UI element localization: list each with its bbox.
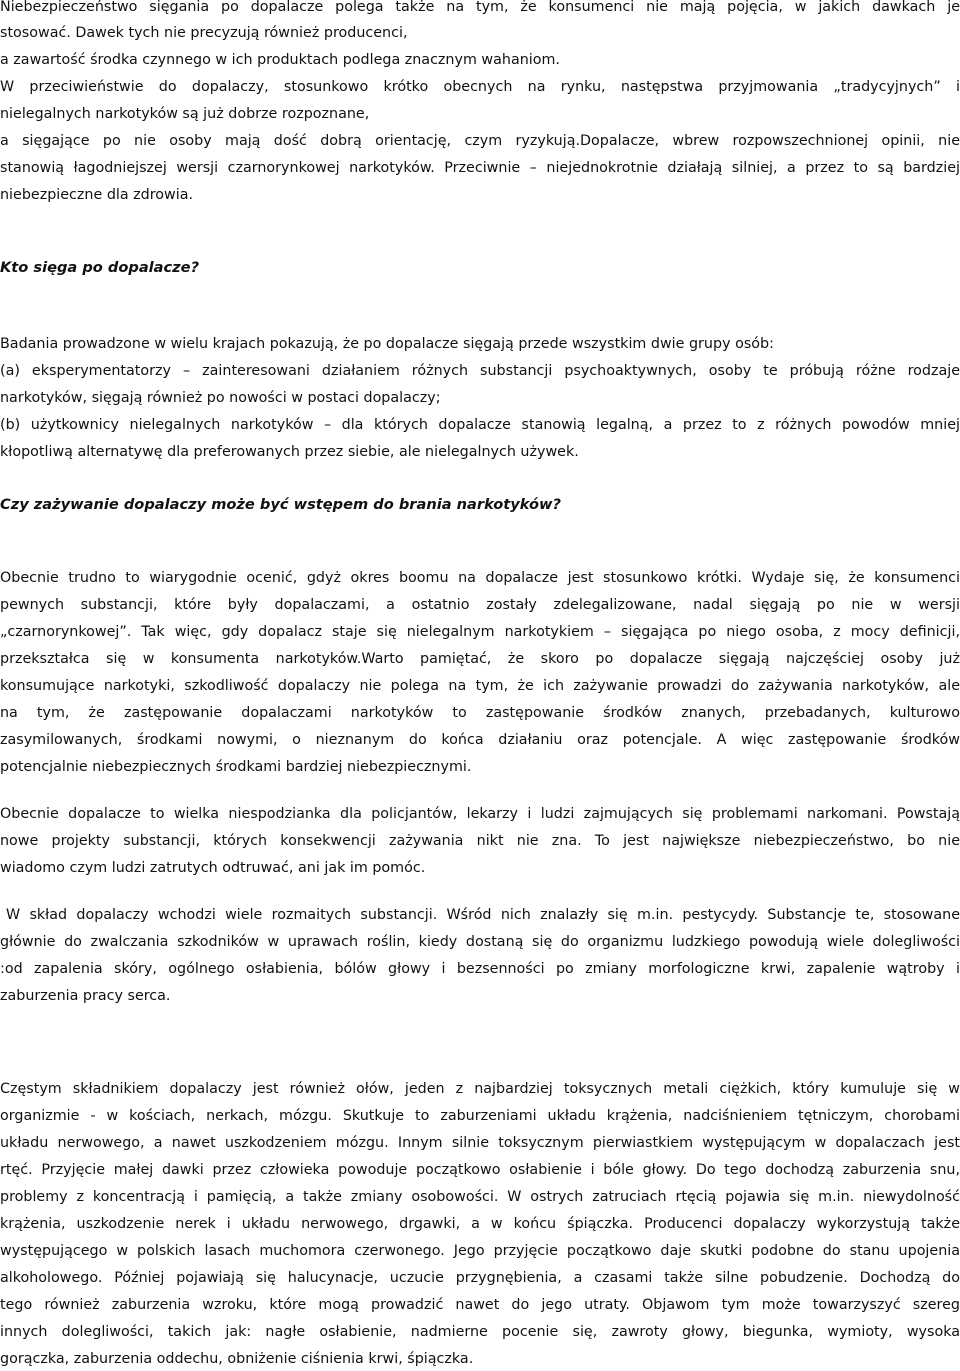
text-line: a sięgające po nie osoby mają dość dobrą orientację, czym ryzykują.Dopalacze, wbrew rozpowszechnionej opinii, nie: [0, 133, 960, 149]
text-line: „czarnorynkowej”. Tak więc, gdy dopalacz staje się nielegalnym narkotykiem – sięgająca po niego osoba, z mocy definicji,: [0, 624, 960, 640]
text-line: na tym, że zastępowanie dopalaczami narkotyków to zastępowanie środków znanych, przebadanych, kulturowo: [0, 705, 960, 721]
text-line: konsumujące narkotyki, szkodliwość dopalaczy nie polega na tym, że ich zażywanie prowadzi do zażywania narkotyków, ale: [0, 678, 960, 694]
section-heading: Kto sięga po dopalacze?: [0, 259, 200, 276]
text-line: problemy z koncentracją i pamięcią, a także zmiany osobowości. W ostrych zatruciach rtęcią pojawia się m.in. niewydolność: [0, 1189, 960, 1205]
text-line: potencjalnie niebezpiecznych środkami bardziej niebezpiecznymi.: [0, 759, 472, 775]
text-line: nielegalnych narkotyków są już dobrze rozpoznane,: [0, 106, 370, 122]
text-line: rtęć. Przyjęcie małej dawki przez człowieka powoduje początkowo osłabienie i bóle głowy. Do tego dochodzą zaburzenia snu,: [0, 1162, 960, 1178]
text-line: występującego w polskich lasach muchomora czerwonego. Jego przyjęcie początkowo daje skutki podobne do stanu upojenia: [0, 1243, 960, 1259]
text-line: innych dolegliwości, takich jak: nagłe osłabienie, nadmierne pocenie się, zawroty głowy, biegunka, wymioty, wysoka: [0, 1324, 960, 1340]
text-line: krążenia, uszkodzenie nerek i układu nerwowego, drgawki, a w końcu śpiączka. Producenci dopalaczy wykorzystują także: [0, 1216, 960, 1232]
text-line: Badania prowadzone w wielu krajach pokazują, że po dopalacze sięgają przede wszystkim dwie grupy osób:: [0, 336, 774, 352]
text-line: :od zapalenia skóry, ogólnego osłabienia, bólów głowy i bezsenności po zmiany morfologiczne krwi, zapalenie wątroby i: [0, 961, 960, 977]
text-line: organizmie - w kościach, nerkach, mózgu. Skutkuje to zaburzeniami układu krążenia, nadciśnieniem tętniczym, chorobami: [0, 1108, 960, 1124]
text-line: W skład dopalaczy wchodzi wiele rozmaitych substancji. Wśród nich znalazły się m.in. pestycydy. Substancje te, stosowane: [6, 907, 960, 923]
text-line: stosować. Dawek tych nie precyzują również producenci,: [0, 25, 408, 41]
text-line: a zawartość środka czynnego w ich produktach podlega znacznym wahaniom.: [0, 52, 560, 68]
text-line: głównie do zwalczania szkodników w uprawach roślin, kiedy dostaną się do organizmu ludzkiego powodują wiele dolegliwości: [0, 934, 960, 950]
list-item: (b) użytkownicy nielegalnych narkotyków – dla których dopalacze stanowią legalną, a przez to z różnych powodów mniej: [0, 417, 960, 433]
section-heading: Czy zażywanie dopalaczy może być wstępem do brania narkotyków?: [0, 496, 561, 513]
text-line: pewnych substancji, które były dopalaczami, a ostatnio zostały zdelegalizowane, nadal sięgają po nie w wersji: [0, 597, 960, 613]
text-line: niebezpieczne dla zdrowia.: [0, 187, 194, 203]
list-item: (a) eksperymentatorzy – zainteresowani działaniem różnych substancji psychoaktywnych, osoby te próbują różne rodzaje: [0, 363, 960, 379]
text-line: gorączka, zaburzenia oddechu, obniżenie ciśnienia krwi, śpiączka.: [0, 1351, 474, 1367]
text-line: przekształca się w konsumenta narkotyków.Warto pamiętać, że skoro po dopalacze sięgają najczęściej osoby już: [0, 651, 960, 667]
text-line: narkotyków, sięgają również po nowości w postaci dopalaczy;: [0, 390, 441, 406]
text-line: Obecnie trudno to wiarygodnie ocenić, gdyż okres boomu na dopalacze jest stosunkowo krótki. Wydaje się, że konsumenci: [0, 570, 960, 586]
text-line: W przeciwieństwie do dopalaczy, stosunkowo krótko obecnych na rynku, następstwa przyjmowania „tradycyjnych” i: [0, 79, 960, 95]
text-line: nowe projekty substancji, których konsekwencji zażywania nikt nie zna. To jest największe niebezpieczeństwo, bo nie: [0, 833, 960, 849]
text-line: Obecnie dopalacze to wielka niespodzianka dla policjantów, lekarzy i ludzi zajmujących się problemami narkomani. Powstają: [0, 806, 960, 822]
text-line: układu nerwowego, a nawet uszkodzeniem mózgu. Innym silnie toksycznym pierwiastkiem występującym w dopalaczach jest: [0, 1135, 960, 1151]
text-line: tego również zaburzenia wzroku, które mogą prowadzić nawet do jego utraty. Objawom tym może towarzyszyć szereg: [0, 1297, 960, 1313]
text-line: wiadomo czym ludzi zatrutych odtruwać, ani jak im pomóc.: [0, 860, 426, 876]
text-line: Niebezpieczeństwo sięgania po dopalacze polega także na tym, że konsumenci nie mają pojęcia, w jakich dawkach je: [0, 0, 960, 15]
text-line: stanowią łagodniejszej wersji czarnorynkowej narkotyków. Przeciwnie – niejednokrotnie działają silniej, a przez to są bardziej: [0, 160, 960, 176]
text-line: zasymilowanych, środkami nowymi, o nieznanym do końca działaniu oraz potencjale. A więc zastępowanie środków: [0, 732, 960, 748]
text-line: kłopotliwą alternatywę dla preferowanych przez siebie, ale nielegalnych używek.: [0, 444, 579, 460]
text-line: Częstym składnikiem dopalaczy jest również ołów, jeden z najbardziej toksycznych metali ciężkich, który kumuluje się w: [0, 1081, 960, 1097]
text-line: zaburzenia pracy serca.: [0, 988, 171, 1004]
text-line: alkoholowego. Później pojawiają się halucynacje, uczucie przygnębienia, a czasami także silne pobudzenie. Dochodzą do: [0, 1270, 960, 1286]
